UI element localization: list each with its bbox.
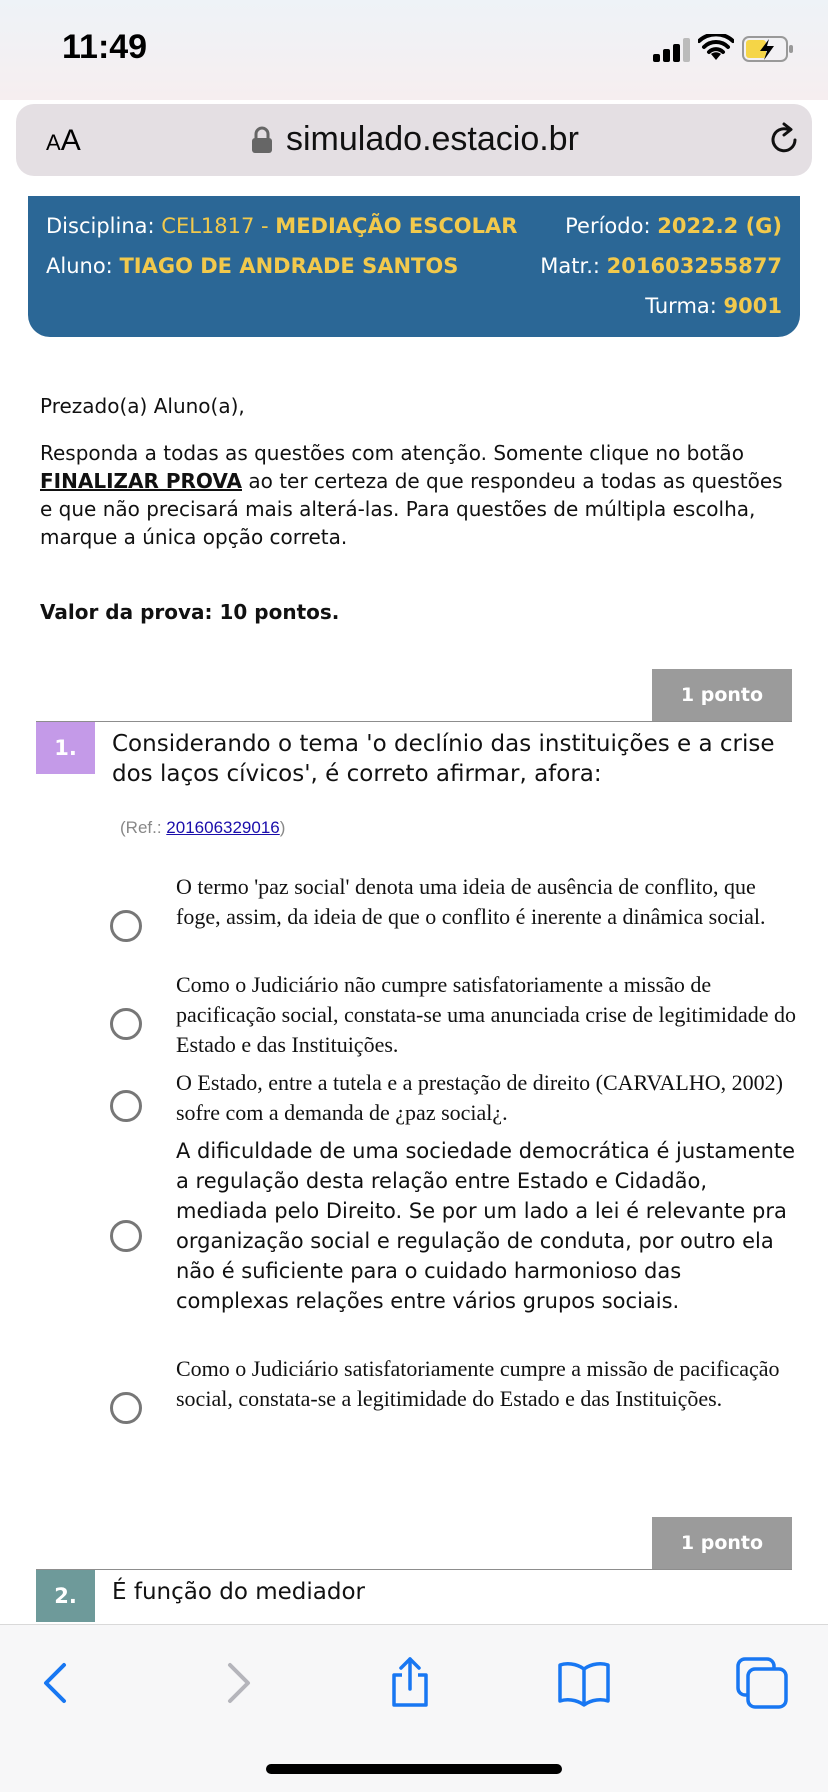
question-number: 2. bbox=[36, 1570, 95, 1622]
tabs-icon[interactable] bbox=[734, 1655, 790, 1711]
matricula-row: Matr.: 201603255877 bbox=[540, 254, 782, 278]
question-text: É função do mediador bbox=[112, 1579, 365, 1605]
option-text: Como o Judiciário satisfatoriamente cumpre a missão de pacificação social, constata-se a legitimidade do Estado e das Instituições. bbox=[176, 1356, 780, 1411]
url-text[interactable]: simulado.estacio.br bbox=[286, 120, 579, 158]
wifi-icon bbox=[698, 34, 734, 62]
question-text: Considerando o tema 'o declínio das instituições e a crise dos laços cívicos', é correto afirmar, afora: bbox=[112, 731, 775, 787]
periodo-row: Período: 2022.2 (G) bbox=[565, 214, 782, 238]
forward-icon[interactable] bbox=[208, 1655, 264, 1711]
book-icon[interactable] bbox=[556, 1655, 612, 1711]
radio-button[interactable] bbox=[110, 1008, 142, 1040]
option-text: O termo 'paz social' denota uma ideia de ausência de conflito, que foge, assim, da ideia de que o conflito é inerente a dinâmica social. bbox=[176, 874, 766, 929]
matricula-value: 201603255877 bbox=[606, 254, 782, 278]
turma-value: 9001 bbox=[723, 294, 782, 318]
aluno-row: Aluno: TIAGO DE ANDRADE SANTOS bbox=[46, 254, 459, 278]
radio-button[interactable] bbox=[110, 1220, 142, 1252]
disciplina-name: MEDIAÇÃO ESCOLAR bbox=[275, 214, 518, 238]
periodo-value: 2022.2 (G) bbox=[657, 214, 782, 238]
question-number: 1. bbox=[36, 722, 95, 774]
cellular-signal-icon bbox=[653, 38, 691, 62]
question-divider bbox=[36, 721, 792, 722]
turma-row: Turma: 9001 bbox=[645, 294, 782, 318]
points-badge: 1 ponto bbox=[652, 669, 792, 721]
disciplina-row: Disciplina: CEL1817 - MEDIAÇÃO ESCOLAR bbox=[46, 214, 518, 238]
status-bar bbox=[0, 0, 828, 100]
radio-button[interactable] bbox=[110, 910, 142, 942]
lock-icon bbox=[251, 126, 273, 154]
exam-header bbox=[28, 196, 800, 337]
radio-button[interactable] bbox=[110, 1392, 142, 1424]
share-icon[interactable] bbox=[382, 1655, 438, 1711]
text-size-button[interactable]: AA bbox=[46, 124, 81, 157]
reload-icon[interactable] bbox=[764, 120, 804, 160]
address-bar[interactable] bbox=[16, 104, 812, 176]
question-divider bbox=[36, 1569, 792, 1570]
greeting: Prezado(a) Aluno(a), bbox=[40, 394, 245, 418]
option-text: Como o Judiciário não cumpre satisfatoriamente a missão de pacificação social, constata-se uma anunciada crise de legitimidade do Estado e das Instituições. bbox=[176, 972, 796, 1057]
instructions: Responda a todas as questões com atenção. Somente clique no botão FINALIZAR PROVA ao ter certeza de que respondeu a todas as questões e que não precisará mais alterá-las. Para questões de múltipla escolha, marque a única opção correta. bbox=[40, 441, 783, 549]
disciplina-code: CEL1817 bbox=[161, 214, 255, 238]
web-page bbox=[0, 196, 828, 1624]
home-indicator[interactable] bbox=[266, 1764, 562, 1774]
exam-value: Valor da prova: 10 pontos. bbox=[40, 600, 340, 624]
option-text: A dificuldade de uma sociedade democrática é justamente a regulação desta relação entre Estado e Cidadão, mediada pelo Direito. Se por um lado a lei é relevante pra organização social e regulação de conduta, por outro ela não é suficiente para o cuidado harmonioso das complexas relações entre vários grupos sociais. bbox=[176, 1139, 796, 1313]
reference-link[interactable]: 201606329016 bbox=[166, 818, 280, 837]
option-text: O Estado, entre a tutela e a prestação de direito (CARVALHO, 2002) sofre com a demanda de ¿paz social¿. bbox=[176, 1070, 783, 1125]
radio-button[interactable] bbox=[110, 1090, 142, 1122]
question-reference: (Ref.: 201606329016) bbox=[120, 818, 286, 837]
points-badge: 1 ponto bbox=[652, 1517, 792, 1569]
aluno-name: TIAGO DE ANDRADE SANTOS bbox=[119, 254, 459, 278]
back-icon[interactable] bbox=[30, 1655, 86, 1711]
clock: 11:49 bbox=[62, 28, 148, 66]
finalizar-prova-text: FINALIZAR PROVA bbox=[40, 469, 242, 493]
battery-charging-icon bbox=[742, 36, 794, 62]
